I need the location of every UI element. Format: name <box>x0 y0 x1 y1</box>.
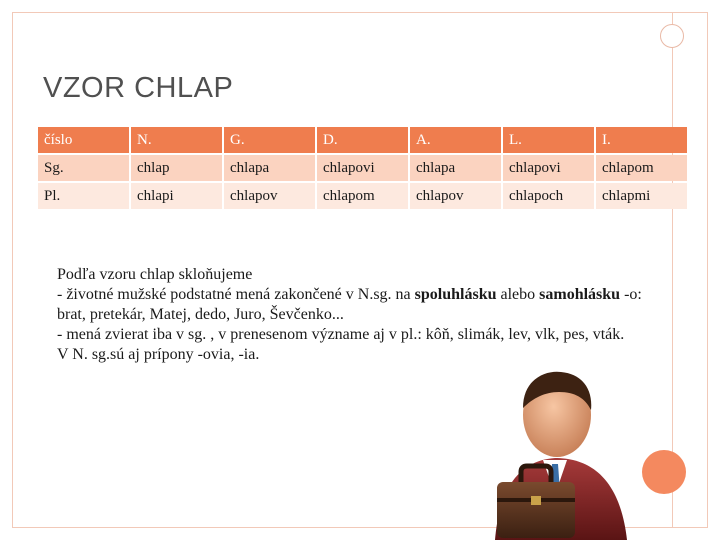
text-span: alebo <box>496 286 540 303</box>
table-cell: Pl. <box>38 183 129 209</box>
header-cell: číslo <box>38 127 129 153</box>
bold-term: samohlásku <box>539 286 621 303</box>
businessman-with-briefcase-icon <box>455 360 655 540</box>
table-row <box>38 183 687 209</box>
bold-term: spoluhlásku <box>414 286 497 303</box>
table-cell: chlapmi <box>596 183 687 209</box>
slide-title: VZOR CHLAP <box>43 72 234 104</box>
table-cell: chlapovi <box>503 155 594 181</box>
table-cell: chlapoch <box>503 183 594 209</box>
table-cell: chlapov <box>410 183 501 209</box>
header-cell: N. <box>131 127 222 153</box>
decorative-circle-outline <box>660 24 684 48</box>
text-span: - životné mužské podstatné mená zakončené v N.sg. na <box>57 286 415 303</box>
rule-line-2: - mená zvierat iba v sg. , v prenesenom význame aj v pl.: kôň, slimák, lev, vlk, pes, vták. <box>57 326 625 343</box>
table-cell: chlapa <box>224 155 315 181</box>
header-cell: I. <box>596 127 687 153</box>
header-cell: L. <box>503 127 594 153</box>
table-cell: chlapi <box>131 183 222 209</box>
table-cell: chlapov <box>224 183 315 209</box>
table-cell: chlap <box>131 155 222 181</box>
header-cell: A. <box>410 127 501 153</box>
header-cell: D. <box>317 127 408 153</box>
table-cell: chlapa <box>410 155 501 181</box>
intro-line: Podľa vzoru chlap skloňujeme <box>57 266 253 283</box>
table-row <box>38 155 687 181</box>
table-cell: Sg. <box>38 155 129 181</box>
table-cell: chlapom <box>317 183 408 209</box>
table-header-row <box>38 127 687 153</box>
header-cell: G. <box>224 127 315 153</box>
explanation-text <box>57 265 647 365</box>
declension-table <box>36 125 689 211</box>
text-span: -o: brat, pretekár, Matej, dedo, Juro, Ševčenko... <box>57 286 642 323</box>
table-cell: chlapom <box>596 155 687 181</box>
rule-line-1 <box>57 285 647 325</box>
rule-line-3: V N. sg.sú aj prípony -ovia, -ia. <box>57 346 260 363</box>
table-cell: chlapovi <box>317 155 408 181</box>
